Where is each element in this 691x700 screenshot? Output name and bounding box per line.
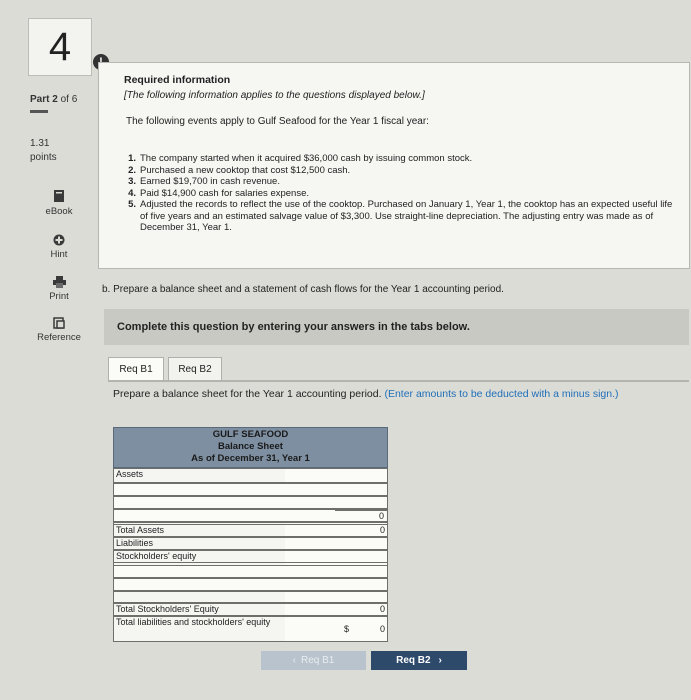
equity-label: Stockholders' equity: [114, 551, 288, 562]
assets-label: Assets: [114, 469, 288, 482]
asset-input-row[interactable]: [113, 496, 388, 509]
asset-subtotal-value: 0: [335, 511, 386, 521]
print-icon: [53, 276, 66, 288]
reference-button[interactable]: [28, 317, 90, 343]
points-value: 1.31: [30, 138, 50, 149]
total-assets-value: 0: [336, 525, 387, 536]
list-item: [118, 153, 678, 165]
event-number: 5.: [128, 199, 136, 210]
ebook-button[interactable]: [28, 190, 90, 217]
info-intro: The following events apply to Gulf Seafood for the Year 1 fiscal year:: [126, 116, 429, 127]
total-assets-label: Total Assets: [114, 525, 288, 536]
tab-req-b1[interactable]: [108, 357, 164, 381]
total-equity-label: Total Stockholders' Equity: [114, 604, 288, 615]
print-button[interactable]: [28, 276, 90, 302]
print-label: Print: [49, 291, 69, 302]
equity-input-row[interactable]: [113, 565, 388, 578]
tab-label: Req B2: [178, 363, 212, 375]
equity-row: [113, 550, 388, 563]
instruction-note: (Enter amounts to be deducted with a minus sign.): [384, 388, 619, 400]
total-equity-value: 0: [336, 604, 387, 615]
event-number: 1.: [128, 153, 136, 164]
instruction-text: [113, 388, 633, 401]
event-text: Paid $14,900 cash for salaries expense.: [140, 187, 309, 199]
reference-icon: [53, 317, 65, 329]
points-label: points: [30, 152, 57, 163]
chevron-left-icon: ‹: [292, 655, 296, 666]
instruction-main: Prepare a balance sheet for the Year 1 accounting period.: [113, 388, 382, 400]
tab-divider: [108, 380, 689, 382]
hint-button[interactable]: [28, 234, 90, 260]
list-item: [118, 188, 678, 200]
info-note: [The following information applies to the questions displayed below.]: [124, 90, 425, 101]
total-assets-row: [113, 524, 388, 537]
total-liab-equity-label: Total liabilities and stockholders' equity: [114, 617, 288, 641]
prev-label: Req B1: [300, 655, 335, 666]
table-row: [113, 591, 388, 603]
event-text: The company started when it acquired $36,000 cash by issuing common stock.: [140, 153, 473, 164]
part-indicator: [30, 94, 77, 105]
tab-req-b2[interactable]: [168, 357, 222, 381]
event-number: 2.: [128, 164, 136, 176]
part-label: Part 2: [30, 94, 58, 105]
book-icon: [53, 190, 65, 203]
info-title: Required information: [124, 74, 231, 86]
list-item: [118, 165, 678, 177]
currency-symbol: $: [344, 624, 350, 634]
reference-label: Reference: [37, 332, 81, 343]
list-item: [118, 176, 678, 188]
liabilities-row: [113, 537, 388, 550]
table-row: [113, 468, 388, 483]
prev-req-button[interactable]: [261, 651, 366, 670]
part-of-text: of 6: [60, 94, 78, 105]
list-item: [118, 199, 678, 234]
event-text: Earned $19,700 in cash revenue.: [140, 176, 280, 187]
complete-instruction-bar: [104, 309, 689, 345]
balance-sheet-header: [113, 427, 388, 468]
asset-subtotal: [335, 510, 388, 522]
company-name: GULF SEAFOOD: [212, 429, 289, 440]
events-list: [118, 153, 678, 234]
equity-input-row[interactable]: [113, 578, 388, 591]
liabilities-label: Liabilities: [114, 538, 288, 549]
event-number: 3.: [128, 176, 136, 187]
hint-icon: [53, 234, 65, 246]
asset-input-row[interactable]: [113, 483, 388, 496]
hint-label: Hint: [50, 249, 68, 260]
points-info: [30, 137, 57, 165]
question-number: 4: [28, 18, 92, 76]
total-equity-row: [113, 603, 388, 616]
tab-label: Req B1: [119, 363, 153, 375]
next-req-button[interactable]: [371, 651, 467, 670]
event-number: 4.: [128, 187, 136, 199]
next-label: Req B2: [396, 655, 431, 666]
statement-date: As of December 31, Year 1: [191, 453, 310, 464]
total-liab-equity-value: 0: [379, 624, 385, 634]
part-b-prompt: b. Prepare a balance sheet and a statement of cash flows for the Year 1 accounting period.: [102, 284, 504, 295]
part-progress-bar: [30, 110, 48, 113]
statement-title: Balance Sheet: [218, 441, 283, 452]
complete-text: Complete this question by entering your answers in the tabs below.: [117, 321, 470, 333]
event-text: Purchased a new cooktop that cost $12,500 cash.: [140, 164, 351, 176]
ebook-label: eBook: [45, 206, 73, 217]
event-text: Adjusted the records to reflect the use of the cooktop. Purchased on January 1, Year 1, the cooktop has an expected useful life of five years and an estimated salvage value of $3,300. Use straight-line depreciation. The adjusting entry was made as of December 31, Year 1.: [140, 199, 673, 233]
total-liab-equity-row: [113, 616, 388, 642]
chevron-right-icon: ›: [438, 655, 442, 666]
